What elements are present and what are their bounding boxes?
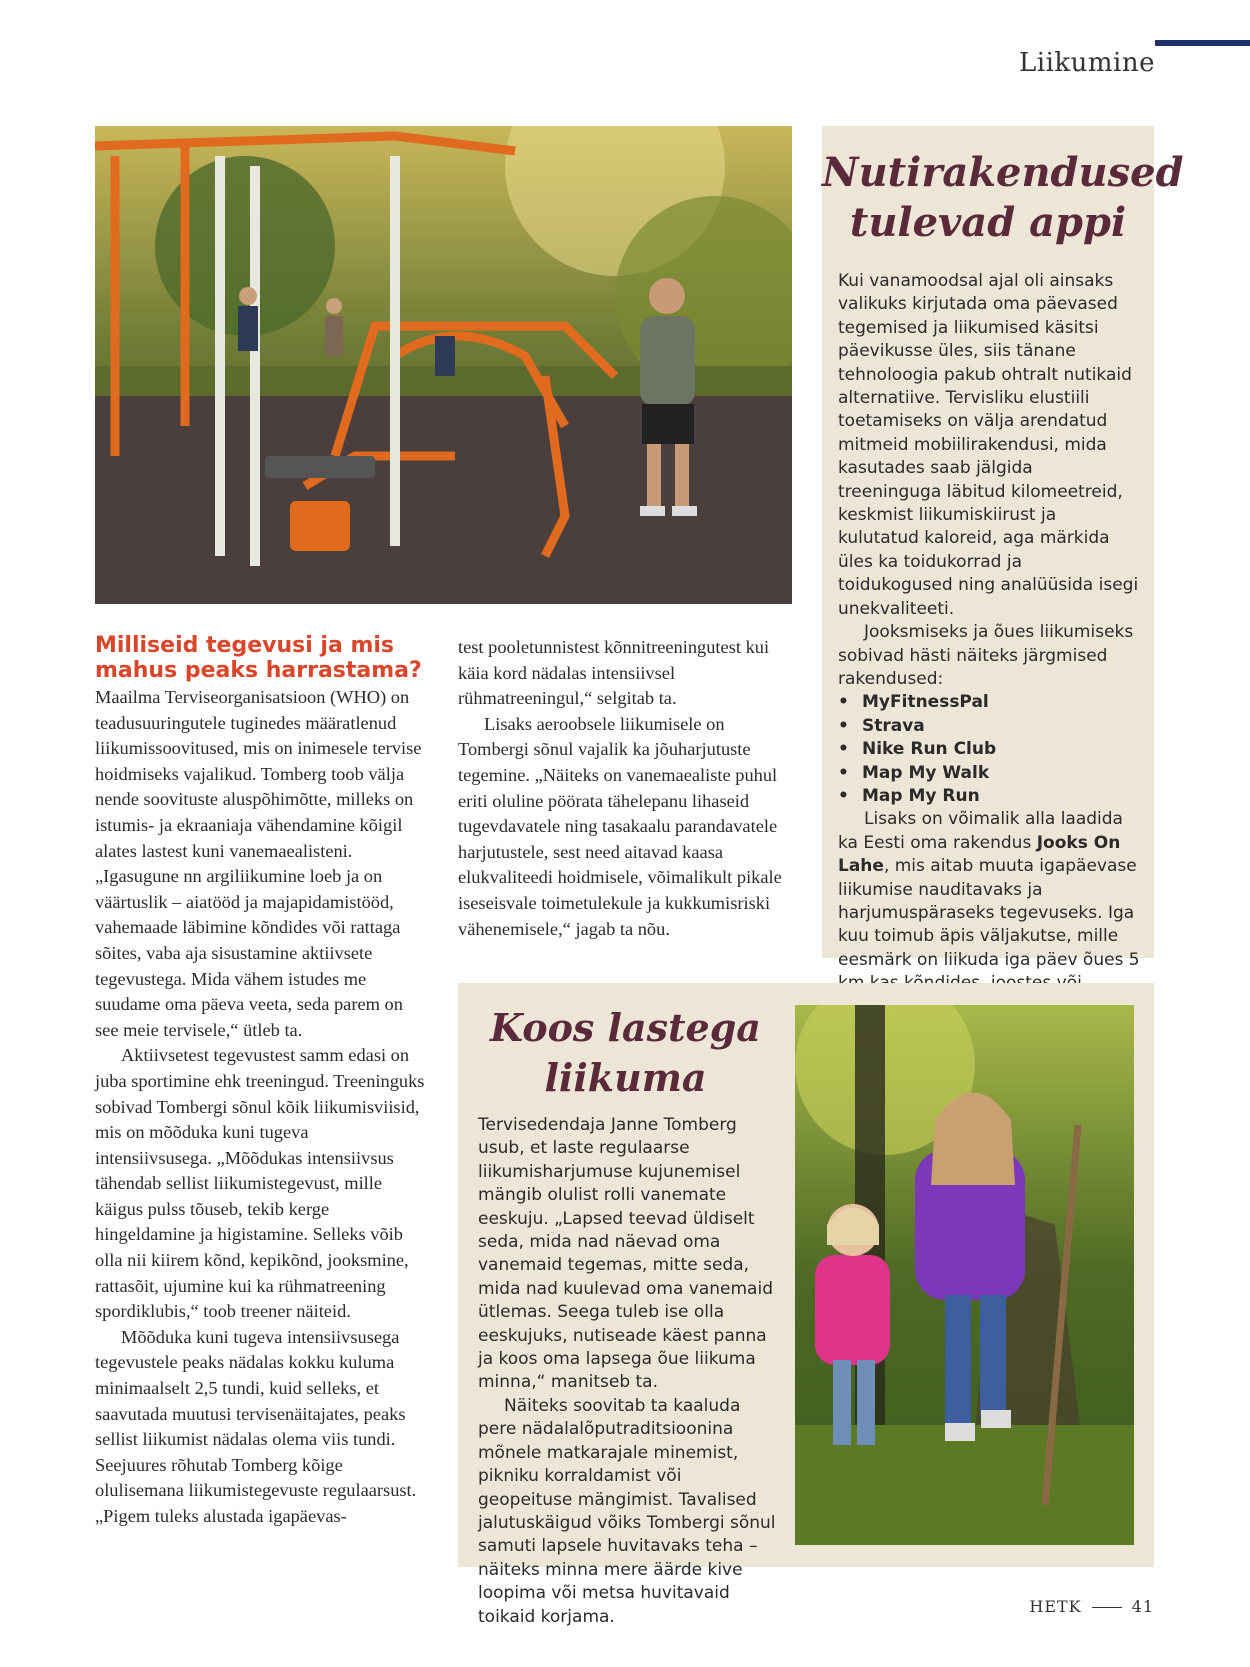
list-item: • Map My Run (838, 785, 1140, 808)
section-label: Liikumine (1019, 48, 1155, 78)
kids-title-line1: Koos lastega (490, 1005, 761, 1050)
apps-box-title (822, 148, 1184, 248)
paragraph: Jooksmiseks ja õues liikumiseks sobivad hästi näiteks järgmised rakendused: (838, 622, 1134, 689)
text-span: Lisaks on võimalik alla laadida ka Eesti oma rakendus (838, 809, 1123, 853)
paragraph: Kui vanamoodsal ajal oli ainsaks valikuks kirjutada oma päevased tegemised ja liikumised käsitsi päevikusse üles, siis tänane tehnoloogia pakub ohtralt nutikaid alternatiive. Tervisliku elustiili toetamiseks on välja arendatud mitmeid mobiilirakendusi, mida kasutades saab jälgida treeninguga läbitud kilomeetreid, keskmist liikumiskiirust ja kulutatud kaloreid, aga märkida üles ka toidukorrad ja toidukogused ning analüüsida isegi unekvaliteeti. (838, 271, 1139, 619)
footer-rule (1092, 1607, 1122, 1609)
kids-title-line2: liikuma (544, 1055, 707, 1100)
apps-sidebar-box (822, 126, 1184, 970)
paragraph: Näiteks soovitab ta kaaluda pere nädalalõputraditsioonina mõnele matkarajale minemist, pikniku korraldamist või geopeituse mängimist. Tavalised jalutuskäigud võiks Tombergi sõnul samuti lapsele huvitavaks teha – näiteks minna mere äärde kive loopima või metsa huvitavaid toikaid korjama. (478, 1395, 776, 1627)
paragraph: Aktiivsetest tegevustest samm edasi on juba sportimine ehk treeningud. Treeninguks sobivad Tombergi sõnul kõik liikumisviisid, mis on mõõduka kuni tugeva intensiivsusega. „Mõõdukas intensiivsus tähendab sellist liikumistegevust, mille käigus pulss tõuseb, tekib kerge hingeldamine ja higistamine. Selleks võib olla nii kiirem kõnd, kepikõnd, jooksmine, rattasõit, ujumine kui ka rühmatreening spordiklubis,“ toob treener näiteid. (95, 1045, 425, 1322)
apps-box-text (838, 270, 1140, 1019)
apps-title-line1: Nutirakendused (822, 149, 1184, 196)
list-item: • Map My Walk (838, 762, 1140, 785)
kids-hiking-photo (795, 1005, 1134, 1545)
page-footer (1029, 1597, 1154, 1616)
paragraph: test pooletunnistest kõnnitreeningutest kui käia kord nädalas intensiivsel rühmatreeningul,“ selgitab ta. (458, 637, 770, 709)
outdoor-gym-photo (95, 126, 792, 604)
kids-box-title (458, 1003, 793, 1103)
section-heading: Milliseid tegevusi ja mis mahus peaks harrastama? (95, 633, 422, 683)
list-item: • MyFitnessPal (838, 691, 1140, 714)
apps-title-line2: tulevad appi (849, 199, 1127, 246)
magazine-name: HETK (1029, 1597, 1082, 1616)
paragraph: Mõõduka kuni tugeva intensiivsusega tegevustele peaks nädalas kokku kuluma minimaalselt 2,5 tundi, kuid selleks, et saavutada muutusi tervisenäitajates, peaks sellist liikumist nädalas olema viis tundi. Seejuures rõhutab Tomberg kõige olulisemana liikumistegevuste regulaarsust. „Pigem tuleks alustada igapäevas- (95, 1326, 417, 1526)
kids-box-text (478, 1114, 778, 1629)
paragraph: Tervisedendaja Janne Tomberg usub, et laste regulaarse liikumisharjumuse kujunemisel mängib olulist rolli vanemate eeskuju. „Lapsed teevad üldiselt seda, mida nad näevad oma vanemaid tegemas, mitte seda, mida nad kuulevad oma vanemaid ütlemas. Seega tuleb ise olla eeskujuks, nutiseade käest panna ja koos oma lapsega õue liikuma minna,“ manitseb ta. (478, 1115, 773, 1393)
left-column (95, 633, 428, 1530)
page-number: 41 (1131, 1597, 1154, 1616)
app-name: Jooks On Lahe (838, 832, 1121, 877)
list-item: • Strava (838, 715, 1140, 738)
list-item: • Nike Run Club (838, 738, 1140, 761)
apps-list (838, 691, 1140, 808)
brand-bar (1155, 40, 1250, 46)
paragraph: Lisaks aeroobsele liikumisele on Tombergi sõnul vajalik ka jõuharjutuste tegemine. „Näiteks on vanemaealiste puhul eriti oluline pöörata tähelepanu lihaseid tugevdavatele ning tasakaalu parandavatele harjutustele, sest need aitavad kaasa elukvaliteedi hoidmisele, võimalikult pikale iseseisvale toimetulekule ja kukkumisriski vähenemisele,“ jagab ta nõu. (458, 713, 782, 939)
paragraph: Maailma Terviseorganisatsioon (WHO) on teadusuuringutele tuginedes määratlenud liikumissoovitused, mis on inimesele tervise hoidmiseks vajalikud. Tomberg toob välja nende soovituste aluspõhimõtte, milleks on istumis- ja ekraaniaja vähendamine kõigil alates lastest kuni vanemaealisteni. „Igasugune nn argiliikumine loeb ja on väärtuslik – aiatööd ja majapidamistööd, vahemaade läbimine kõndides või rattaga sõites, vaba aja sisustamine aktiivsete tegevustega. Mida vähem istudes me suudame oma päeva veeta, seda parem on see meie tervisele,“ ütleb ta. (95, 687, 422, 1040)
text-span: , mis aitab muuta igapäevase liikumise nauditavaks ja harjumuspäraseks tegevuseks. Iga kuu toimub äpis väljakutse, mille eesmärk on liikuda iga päev õues 5 (838, 856, 1140, 970)
middle-column (458, 635, 786, 942)
